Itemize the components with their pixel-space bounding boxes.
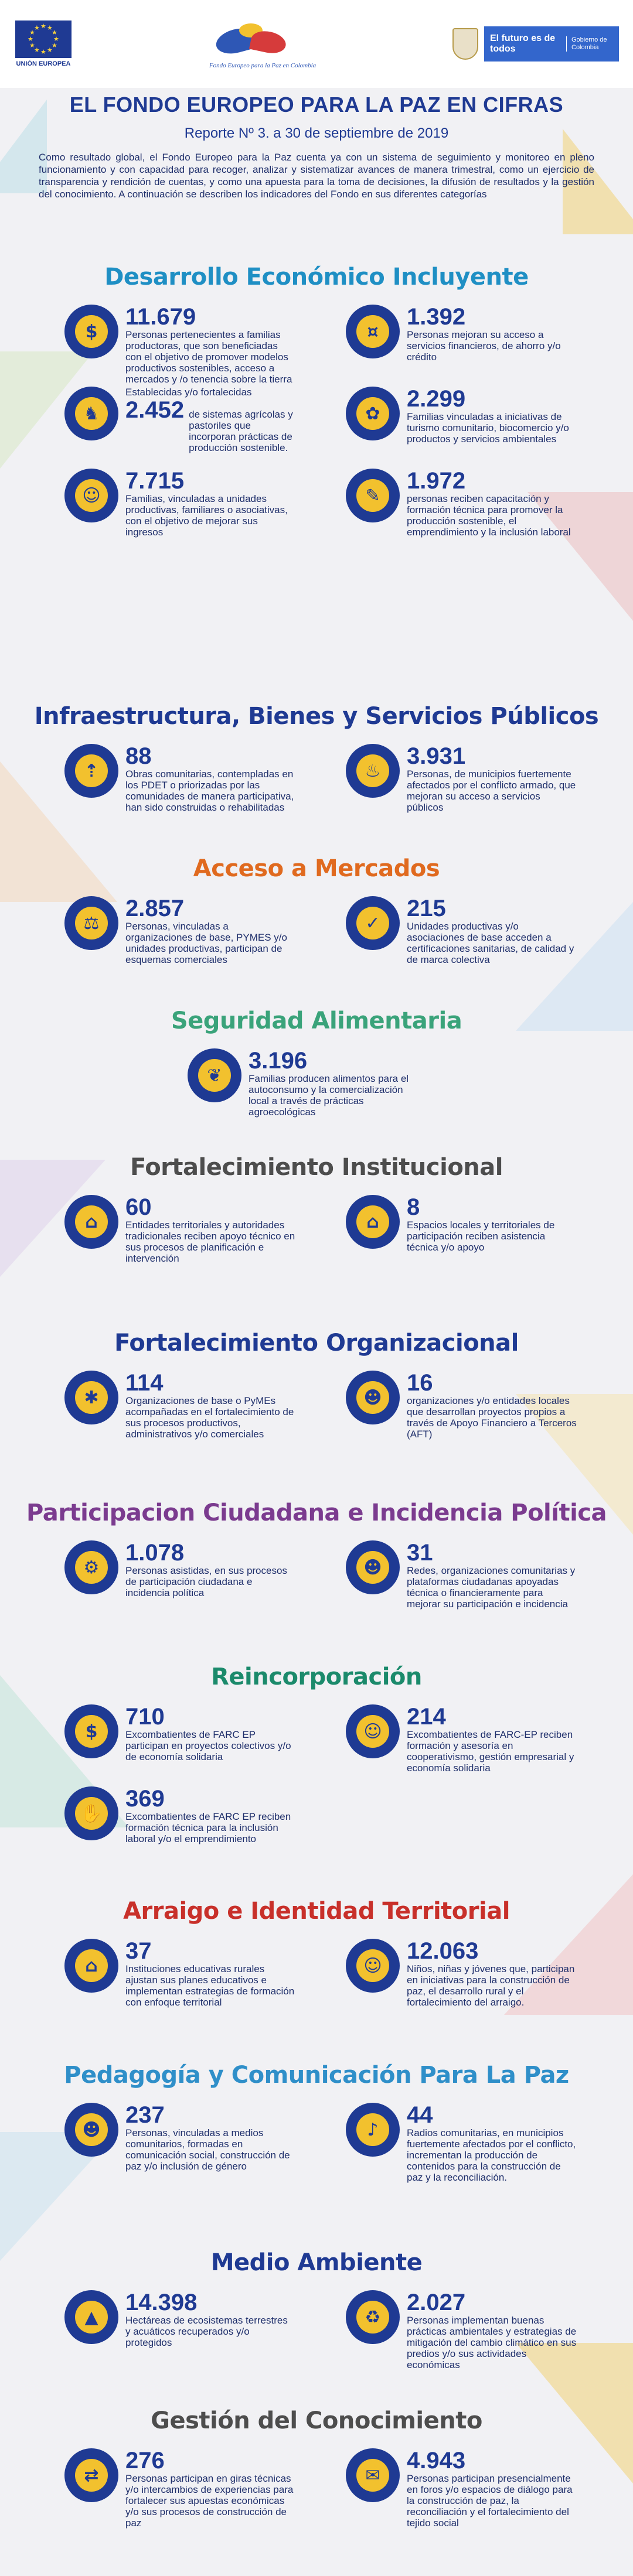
indicator-item <box>64 305 299 385</box>
indicator-number: 16 <box>407 1370 433 1396</box>
icon-glyph: ▲ <box>75 2301 108 2334</box>
intro-block <box>0 93 633 200</box>
icon-glyph: ☺ <box>75 479 108 512</box>
indicator-description: personas reciben capacitación y formación técnica para promover la producción sostenible, el emprendimiento y la inclusión laboral <box>407 493 571 538</box>
icon-glyph: ☻ <box>356 1551 389 1584</box>
section-title: Acceso a Mercados <box>193 855 440 882</box>
gear-leaf-icon <box>346 387 400 440</box>
indicator-text <box>125 896 295 965</box>
indicator-number: 3.931 <box>407 743 466 769</box>
coins-gear-icon <box>64 1704 118 1758</box>
indicator-text <box>407 1540 577 1610</box>
indicator-item <box>64 1540 299 1598</box>
indicator-item <box>64 1371 299 1440</box>
indicator-number: 1.392 <box>407 304 466 330</box>
indicator-item <box>346 2290 580 2370</box>
microphone-icon <box>346 2103 400 2157</box>
indicator-text <box>125 469 295 538</box>
indicator-item <box>346 1195 580 1253</box>
indicator-description: Entidades territoriales y autoridades tradicionales reciben apoyo técnico en sus procesos de planificación e intervención <box>125 1219 295 1264</box>
indicator-item <box>346 2103 580 2183</box>
indicator-item <box>346 1371 580 1440</box>
indicator-description: de sistemas agrícolas y pastoriles que incorporan prácticas de producción sostenible. <box>189 409 293 453</box>
market-icon <box>64 896 118 950</box>
indicator-description: Unidades productivas y/o asociaciones de base acceden a certificaciones sanitarias, de calidad y de marca colectiva <box>407 921 574 965</box>
section-title: Reincorporación <box>211 1663 422 1690</box>
indicator-item <box>64 2290 299 2348</box>
cattle-icon <box>64 387 118 440</box>
icon-glyph: ♞ <box>75 397 108 430</box>
indicator-text <box>125 2103 295 2172</box>
header <box>0 0 633 88</box>
icon-glyph: ☺ <box>356 1949 389 1982</box>
indicator-text <box>125 1786 295 1844</box>
section-title: Participacion Ciudadana e Incidencia Política <box>26 1499 607 1526</box>
training-icon <box>346 469 400 522</box>
certificate-icon <box>346 896 400 950</box>
section-6 <box>0 1499 633 1610</box>
section-title: Fortalecimiento Institucional <box>130 1154 503 1181</box>
indicator-text <box>125 387 295 453</box>
landscape-icon <box>64 2290 118 2344</box>
indicator-number: 12.063 <box>407 1938 479 1964</box>
indicator-item <box>64 1195 299 1264</box>
indicator-text <box>249 1048 418 1118</box>
section-7 <box>0 1663 633 1844</box>
icon-glyph: ⇡ <box>75 754 108 787</box>
eu-label: UNIÓN EUROPEA <box>16 60 71 67</box>
icon-glyph: ⌂ <box>75 1205 108 1238</box>
icon-glyph: ⇄ <box>75 2459 108 2492</box>
icon-glyph: ✋ <box>75 1797 108 1830</box>
icon-glyph: $ <box>75 1715 108 1748</box>
rural-school-icon <box>64 1939 118 1993</box>
indicator-text <box>407 305 577 363</box>
indicator-number: 1.078 <box>125 1540 185 1566</box>
indicator-description: Obras comunitarias, contempladas en los PDET o priorizadas por las comunidades de manera participativa, han sido construidas o rehabilitadas <box>125 768 294 813</box>
advisor-icon <box>346 1704 400 1758</box>
star-icon: ★ <box>53 36 59 43</box>
star-icon: ★ <box>29 29 35 36</box>
indicator-number: 3.196 <box>249 1048 308 1074</box>
indicator-number: 31 <box>407 1540 433 1566</box>
indicator-number: 11.679 <box>125 304 196 330</box>
indicator-text <box>407 469 577 538</box>
indicator-item <box>346 469 580 538</box>
star-icon: ★ <box>29 42 35 49</box>
section-title: Desarrollo Económico Incluyente <box>104 264 529 291</box>
indicator-item <box>346 1704 580 1774</box>
indicator-description: Hectáreas de ecosistemas terrestres y acuáticos recuperados y/o protegidos <box>125 2315 288 2348</box>
indicator-text <box>125 1540 295 1598</box>
wheat-hand-icon <box>188 1048 241 1102</box>
indicator-item <box>346 744 580 813</box>
indicator-text <box>407 2103 577 2183</box>
section-2 <box>0 855 633 965</box>
star-icon: ★ <box>47 24 53 32</box>
icon-glyph: ✉ <box>356 2459 389 2492</box>
eu-flag-icon <box>15 21 72 58</box>
indicator-text <box>407 744 577 813</box>
indicator-number: 2.299 <box>407 386 466 412</box>
indicator-text <box>125 2448 295 2529</box>
piggy-bank-icon <box>346 305 400 358</box>
indicator-text <box>407 2448 577 2529</box>
indicator-item <box>64 1786 299 1844</box>
icon-glyph: ☻ <box>75 2113 108 2146</box>
indicator-description: Personas, vinculadas a organizaciones de base, PYMES y/o unidades productivas, participan de esquemas comerciales <box>125 921 287 965</box>
star-icon: ★ <box>52 29 57 36</box>
network-people-icon <box>64 1371 118 1424</box>
indicator-description: Personas, de municipios fuertemente afectados por el conflicto armado, que mejoran su acceso a servicios públicos <box>407 768 576 813</box>
section-4 <box>0 1154 633 1264</box>
icon-glyph: ♨ <box>356 754 389 787</box>
indicator-description: Personas, vinculadas a medios comunitarios, formadas en comunicación social, construcción de paz y/o inclusión de género <box>125 2127 290 2172</box>
youth-icon <box>346 1939 400 1993</box>
indicator-item <box>346 1939 580 2008</box>
indicator-item <box>64 387 299 453</box>
indicator-text <box>125 1704 295 1762</box>
icon-glyph: ✿ <box>356 397 389 430</box>
indicator-number: 14.398 <box>125 2290 198 2315</box>
indicator-number: 710 <box>125 1704 165 1730</box>
section-title: Arraigo e Identidad Territorial <box>123 1898 510 1925</box>
icon-glyph: ¤ <box>356 315 389 348</box>
indicator-description: organizaciones y/o entidades locales que desarrollan proyectos propios a través de Apoyo Financiero a Terceros (AFT) <box>407 1395 577 1440</box>
indicator-description: Familias producen alimentos para el autoconsumo y la comercialización local a través de prácticas agroecológicas <box>249 1073 409 1118</box>
section-0 <box>0 264 633 538</box>
indicator-number: 44 <box>407 2102 433 2128</box>
section-5 <box>0 1330 633 1440</box>
gear-people-icon <box>64 1540 118 1594</box>
crowd-icon <box>346 1540 400 1594</box>
fondo-europeo-logo <box>204 18 321 70</box>
indicator-number: 8 <box>407 1194 420 1220</box>
indicator-description: Excombatientes de FARC-EP reciben formación y asesoría en cooperativismo, gestión empresarial y economía solidaria <box>407 1729 574 1774</box>
icon-glyph: ✓ <box>356 907 389 939</box>
indicator-description: Personas mejoran su acceso a servicios financieros, de ahorro y/o crédito <box>407 329 561 363</box>
indicator-number: 214 <box>407 1704 446 1730</box>
indicator-number: 237 <box>125 2102 165 2128</box>
section-title: Infraestructura, Bienes y Servicios Públicos <box>34 703 599 730</box>
indicator-item <box>346 387 580 445</box>
government-logo <box>452 26 619 62</box>
section-title: Seguridad Alimentaria <box>171 1007 462 1034</box>
money-bag-icon <box>64 305 118 358</box>
indicator-inline <box>125 398 295 453</box>
indicator-item <box>64 2448 299 2529</box>
eu-logo <box>14 21 73 67</box>
gov-slogan: El futuro es de todos <box>490 33 556 54</box>
indicator-number: 2.027 <box>407 2290 466 2315</box>
star-icon: ★ <box>52 42 57 49</box>
water-tap-icon <box>346 744 400 798</box>
indicator-description: Excombatientes de FARC EP participan en proyectos colectivos y/o de economía solidaria <box>125 1729 291 1762</box>
family-icon <box>64 469 118 522</box>
icon-glyph: ⌂ <box>356 1205 389 1238</box>
indicator-text <box>407 1371 577 1440</box>
indicator-text <box>407 387 577 445</box>
indicator-description: Organizaciones de base o PyMEs acompañadas en el fortalecimiento de sus procesos productivos, administrativos y/o comerciales <box>125 1395 294 1440</box>
group-meeting-icon <box>346 1371 400 1424</box>
indicator-number: 60 <box>125 1194 152 1220</box>
road-icon <box>64 744 118 798</box>
indicator-description: Espacios locales y territoriales de participación reciben asistencia técnica y/o apoyo <box>407 1219 555 1253</box>
indicator-description: Instituciones educativas rurales ajustan sus planes educativos e implementan estrategias de formación con enfoque territorial <box>125 1963 295 2008</box>
section-9 <box>0 2062 633 2183</box>
indicator-item <box>64 2103 299 2172</box>
indicator-item <box>64 744 299 813</box>
icon-glyph: $ <box>75 315 108 348</box>
star-icon: ★ <box>34 47 40 54</box>
institution-icon <box>64 1195 118 1249</box>
indicator-text <box>125 2290 295 2348</box>
indicator-number: 369 <box>125 1786 165 1812</box>
section-11 <box>0 2407 633 2529</box>
indicator-number: 215 <box>407 896 446 921</box>
gov-name: Gobierno de Colombia <box>566 36 613 52</box>
indicator-number: 4.943 <box>407 2448 466 2473</box>
section-10 <box>0 2249 633 2370</box>
section-8 <box>0 1898 633 2008</box>
recycle-icon <box>346 2290 400 2344</box>
section-3 <box>0 1007 633 1118</box>
section-title: Pedagogía y Comunicación Para La Paz <box>64 2062 569 2089</box>
section-title: Medio Ambiente <box>210 2249 423 2276</box>
icon-glyph: ☺ <box>356 1715 389 1748</box>
icon-glyph: ⚖ <box>75 907 108 939</box>
icon-glyph: ❦ <box>198 1059 231 1092</box>
indicator-number: 7.715 <box>125 468 185 494</box>
indicator-text <box>125 1939 295 2008</box>
indicator-item <box>64 1704 299 1762</box>
section-title: Gestión del Conocimiento <box>151 2407 482 2434</box>
icon-glyph: ☻ <box>356 1381 389 1414</box>
indicator-description: Familias vinculadas a iniciativas de turismo comunitario, biocomercio y/o productos y servicios ambientales <box>407 411 569 445</box>
indicator-item <box>346 896 580 965</box>
indicator-item <box>346 305 580 363</box>
town-hall-icon <box>346 1195 400 1249</box>
indicator-number: 1.972 <box>407 468 466 494</box>
indicator-text <box>407 1195 577 1253</box>
indicator-description: Redes, organizaciones comunitarias y plataformas ciudadanas apoyadas técnica o financieramente para mejorar su participación e incidencia <box>407 1565 576 1610</box>
report-subtitle: Reporte Nº 3. a 30 de septiembre de 2019 <box>184 125 449 141</box>
section-1 <box>0 703 633 813</box>
indicator-number: 37 <box>125 1938 152 1964</box>
indicator-text <box>407 1939 577 2008</box>
icon-glyph: ✎ <box>356 479 389 512</box>
colombia-shield-icon <box>452 28 478 60</box>
indicator-text <box>407 896 577 965</box>
star-icon: ★ <box>47 47 53 54</box>
indicator-number: 2.452 <box>125 397 185 423</box>
indicator-text <box>125 744 295 813</box>
indicator-description: Personas implementan buenas prácticas ambientales y estrategias de mitigación del cambio climático en sus predios y/o sus actividades económicas <box>407 2315 577 2370</box>
icon-glyph: ♻ <box>356 2301 389 2334</box>
indicator-description: Familias, vinculadas a unidades productivas, familiares o asociativas, con el objetivo de mejorar sus ingresos <box>125 493 288 538</box>
indicator-number: 2.857 <box>125 896 185 921</box>
indicator-text <box>125 305 295 385</box>
page-title: EL FONDO EUROPEO PARA LA PAZ EN CIFRAS <box>69 93 564 117</box>
indicator-description: Niños, niñas y jóvenes que, participan en iniciativas para la construcción de paz, el desarrollo rural y el fortalecimiento del arraigo. <box>407 1963 575 2008</box>
indicator-item <box>64 469 299 538</box>
indicator-item <box>64 896 299 965</box>
indicator-text <box>407 1704 577 1774</box>
handshake-icon <box>64 1786 118 1840</box>
indicator-description: Personas participan en giras técnicas y/o intercambios de experiencias para fortalecer sus apuestas económicas y/o sus procesos de construcción de paz <box>125 2473 294 2529</box>
indicator-text <box>407 2290 577 2370</box>
icon-glyph: ⌂ <box>75 1949 108 1982</box>
indicator-text <box>125 1371 295 1440</box>
star-icon: ★ <box>34 24 40 32</box>
communicators-icon <box>64 2103 118 2157</box>
indicator-text <box>125 1195 295 1264</box>
indicator-number: 114 <box>125 1370 164 1396</box>
fondo-logo-text: Fondo Europeo para la Paz en Colombia <box>209 62 316 69</box>
icon-glyph: ♪ <box>356 2113 389 2146</box>
gov-banner <box>484 26 619 62</box>
indicator-description: Personas participan presencialmente en foros y/o espacios de diálogo para la construcción de paz, la reconciliación y el fortalecimiento del tejido social <box>407 2473 573 2529</box>
section-title: Fortalecimiento Organizacional <box>114 1330 519 1357</box>
indicator-item <box>346 1540 580 1610</box>
dialogue-icon <box>346 2448 400 2502</box>
star-icon: ★ <box>40 23 46 30</box>
indicator-item <box>64 1939 299 2008</box>
indicator-description: Personas asistidas, en sus procesos de participación ciudadana e incidencia política <box>125 1565 287 1598</box>
icon-glyph: ✱ <box>75 1381 108 1414</box>
icon-glyph: ⚙ <box>75 1551 108 1584</box>
indicator-number: 88 <box>125 743 152 769</box>
star-icon: ★ <box>40 49 46 56</box>
indicator-description: Personas pertenecientes a familias productoras, que son beneficiadas con el objetivo de promover modelos productivos sostenibles, acceso a mercados y /o tenencia sobre la tierra <box>125 329 292 385</box>
indicator-description: Excombatientes de FARC EP reciben formación técnica para la inclusión laboral y/o el emprendimiento <box>125 1811 291 1844</box>
indicator-description: Radios comunitarias, en municipios fuertemente afectados por el conflicto, incrementan la producción de contenidos para la construcción de paz y la reconciliación. <box>407 2127 576 2183</box>
indicator-item <box>346 2448 580 2529</box>
indicator-item <box>188 1048 422 1118</box>
indicator-number: 276 <box>125 2448 165 2473</box>
star-icon: ★ <box>28 36 33 43</box>
intro-paragraph: Como resultado global, el Fondo Europeo para la Paz cuenta ya con un sistema de seguimiento y monitoreo en pleno funcionamiento y con capacidad para recoger, analizar y sistematizar avances de manera trimestral, como un ejercicio de transparencia y rendición de cuentas, y como una apuesta para la toma de decisiones, la difusión de resultados y la gestión del conocimiento. A continuación se describen los indicadores del Fondo en sus diferentes categorías <box>39 152 594 200</box>
exchange-icon <box>64 2448 118 2502</box>
indicator-prefix: Establecidas y/o fortalecidas <box>125 387 252 398</box>
